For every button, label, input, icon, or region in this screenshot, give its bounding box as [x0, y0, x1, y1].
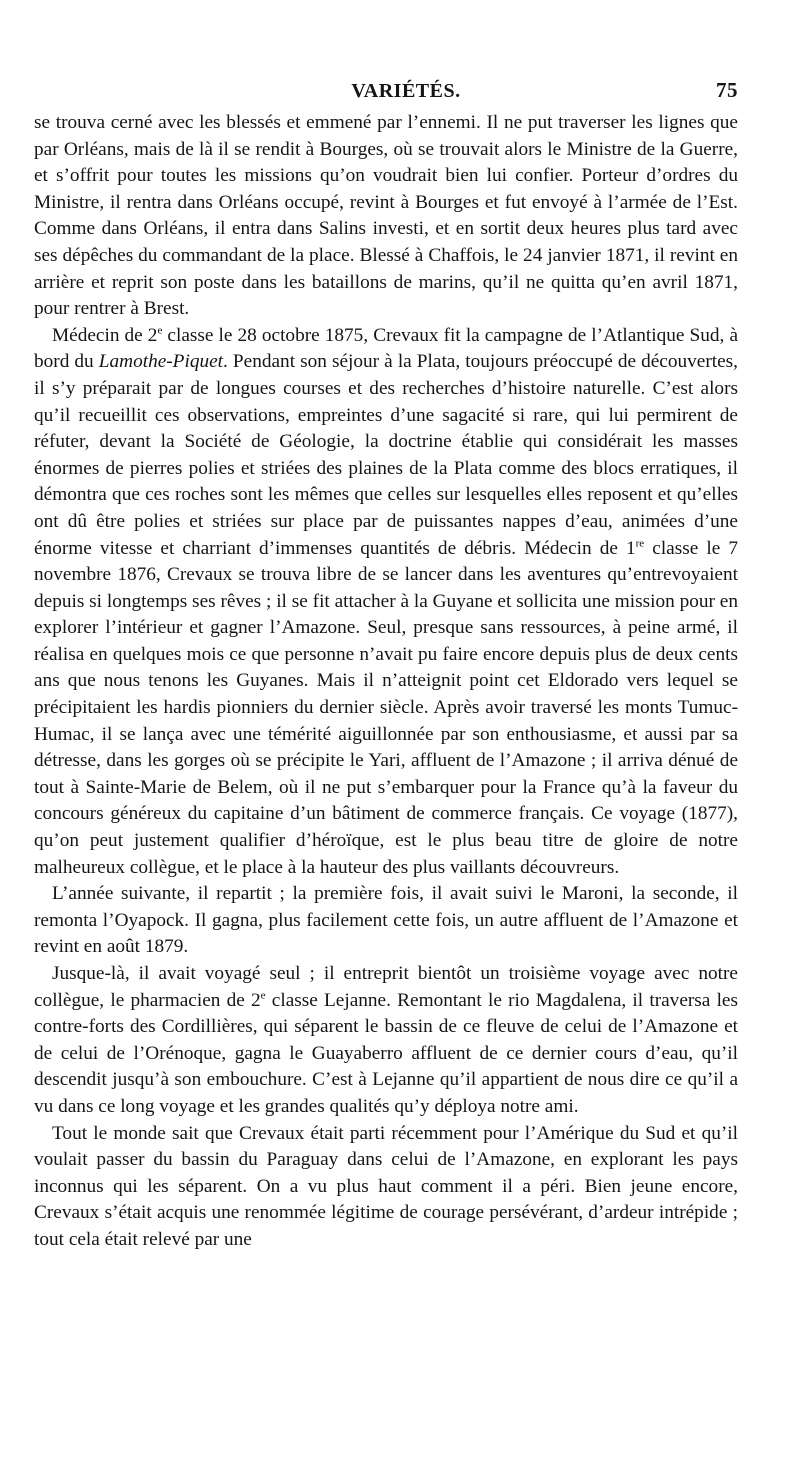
text-segment: Médecin de 2: [52, 324, 158, 346]
superscript: re: [635, 537, 645, 550]
paragraph: [34, 881, 738, 961]
paragraph: [34, 323, 738, 881]
paragraph: [34, 110, 738, 323]
text-segment: classe le 28 octobre 1875, Crevaux fit la campagne de l’Atlantique Sud, à bord du: [34, 324, 738, 373]
text-segment: . Pendant son séjour à la Plata, toujours préoccupé de découvertes, il s’y préparait par de longues courses et des recherches d’histoire naturelle. C’est alors qu’il recueillit ces observations, empreintes d’une sagacité si rare, qui lui permirent de réfuter, devant la Société de Géologie, la doctrine établie qui considérait les masses énormes de pierres polies et striées des plaines de la Plata comme des blocs erratiques, il démontra que ces roches sont les mêmes que celles sur lesquelles elles reposent et qu’elles ont dû être polies et striées sur place par de puissantes nappes d’eau, animées d’une énorme vitesse et charriant d’immenses quantités de débris. Médecin de 1: [34, 351, 738, 559]
running-title: VARIÉTÉS.: [351, 80, 461, 102]
superscript: e: [157, 324, 163, 337]
text-segment: Jusque-là, il avait voyagé seul ; il entreprit bientôt un troisième voyage avec notre collègue, le pharmacien de 2: [34, 963, 738, 1011]
text-segment: Tout le monde sait que Crevaux était parti récemment pour l’Amérique du Sud et qu’il voulait passer du bassin du Paraguay dans celui de l’Amazone, en explorant les pays inconnus qui les séparent. On a vu plus haut comment il a péri. Bien jeune encore, Crevaux s’était acquis une renommée légitime de courage persévérant, d’ardeur intrépide ; tout cela était relevé par une: [34, 1122, 738, 1250]
text-segment: L’année suivante, il repartit ; la première fois, il avait suivi le Maroni, la seconde, il remonta l’Oyapock. Il gagna, plus facilement cette fois, un autre affluent de l’Amazone et revint en août 1879.: [34, 883, 738, 958]
text-segment: se trouva cerné avec les blessés et emmené par l’ennemi. Il ne put traverser les lignes que par Orléans, mais de là il se rendit à Bourges, où se trouvait alors le Ministre de la Guerre, et s’offrit pour toutes les missions qu’on voudrait bien lui confier. Porteur d’ordres du Ministre, il rentra dans Orléans occupé, revint à Bourges et fut envoyé à l’armée de l’Est. Comme dans Orléans, il entra dans Salins investi, et en sortit deux heures plus tard avec ses dépêches du commandant de la place. Blessé à Chaffois, le 24 janvier 1871, il revint en arrière et reprit son poste dans les bataillons de marins, qu’il ne quitta qu’en avril 1871, pour rentrer à Brest.: [34, 112, 738, 320]
paragraph: [34, 961, 738, 1121]
body-text: [34, 110, 738, 1254]
text-segment: classe le 7 novembre 1876, Crevaux se trouva libre de se lancer dans les aventures qu’entrevoyaient depuis si longtemps ses rêves ; il se fit attacher à la Guyane et sollicita une mission pour en explorer l’intérieur et gagner l’Amazone. Seul, presque sans ressources, à peine armé, il réalisa en quelques mois ce que personne n’avait pu faire encore depuis plus de deux cents ans que nous tenons les Guyanes. Mais il n’atteignit point cet Eldorado vers lequel se précipitaient les hardis pionniers du dernier siècle. Après avoir traversé les monts Tumuc-Humac, il se lança avec une témérité aiguillonnée par son enthousiasme, et aussi par sa détresse, dans les gorges où se précipite le Yari, affluent de l’Amazone ; il arriva dénué de tout à Sainte-Marie de Belem, où il ne put s’embarquer pour la France qu’à la faveur du concours généreux du capitaine d’un bâtiment de commerce français. Ce voyage (1877), qu’on peut justement qualifier d’héroïque, est le plus beau titre de gloire de notre malheureux collègue, et le place à la hauteur des plus vaillants découvreurs.: [34, 537, 738, 878]
running-head: [34, 72, 738, 106]
paragraph: [34, 1121, 738, 1254]
ship-name: Lamothe-Piquet: [98, 351, 224, 373]
superscript: e: [260, 989, 266, 1002]
text-segment: classe Lejanne. Remontant le rio Magdalena, il traversa les contre-forts des Cordillières, qui séparent le bassin de ce fleuve de celui de l’Amazone et de celui de l’Orénoque, gagna le Guayaberro affluent de ce dernier cours d’eau, qu’il descendit jusqu’à son embouchure. C’est à Lejanne qu’il appartient de nous dire ce qu’il a vu dans ce long voyage et les grandes qualités qu’y déploya notre ami.: [34, 989, 738, 1117]
page-number: 75: [716, 78, 738, 102]
